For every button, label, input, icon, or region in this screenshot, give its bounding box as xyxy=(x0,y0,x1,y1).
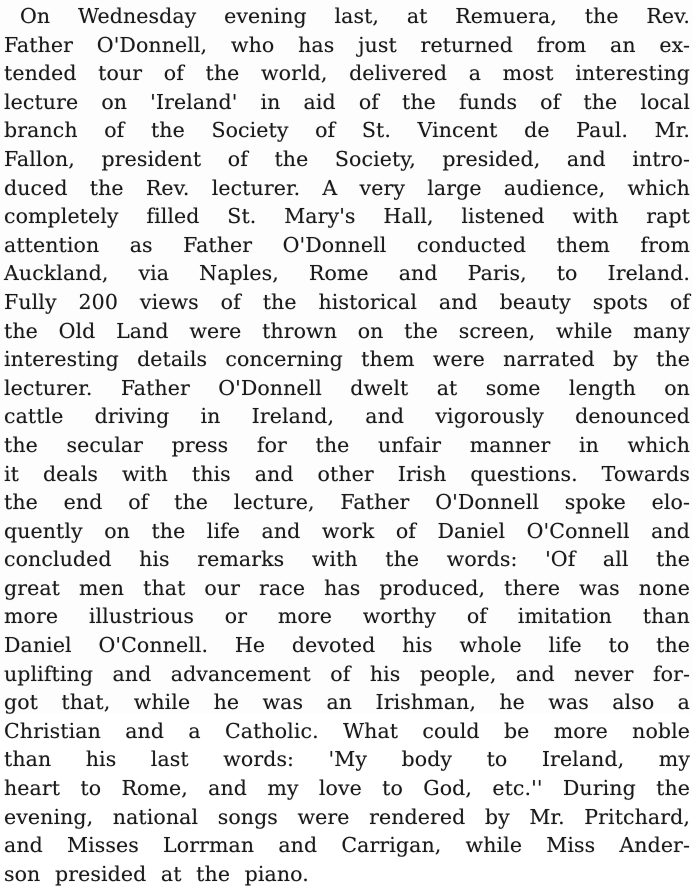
article-line: concluded his remarks with the words: 'Of all the xyxy=(4,547,690,572)
article-line: completely filled St. Mary's Hall, listened with rapt xyxy=(4,204,690,229)
article-line: lecture on 'Ireland' in aid of the funds of the local xyxy=(4,89,690,114)
article-line: and Misses Lorrman and Carrigan, while Miss Ander- xyxy=(4,833,690,858)
article-line: Fallon, president of the Society, presided, and intro- xyxy=(4,146,690,171)
article-line: quently on the life and work of Daniel O'Connell and xyxy=(4,518,690,543)
article-line: great men that our race has produced, there was none xyxy=(4,575,690,600)
article-line: the Old Land were thrown on the screen, while many xyxy=(4,318,690,343)
article-column xyxy=(4,2,690,888)
article-line: Father O'Donnell, who has just returned from an ex- xyxy=(4,32,690,57)
article-line: evening, national songs were rendered by Mr. Pritchard, xyxy=(4,804,690,829)
article-line: tended tour of the world, delivered a most interesting xyxy=(4,61,690,86)
article-line: uplifting and advancement of his people, and never for- xyxy=(4,661,690,686)
article-line: the end of the lecture, Father O'Donnell spoke elo- xyxy=(4,490,690,515)
article-line: branch of the Society of St. Vincent de Paul. Mr. xyxy=(4,118,690,143)
article-line: duced the Rev. lecturer. A very large audience, which xyxy=(4,175,690,200)
article-line: Auckland, via Naples, Rome and Paris, to Ireland. xyxy=(4,261,690,286)
article-line: Fully 200 views of the historical and beauty spots of xyxy=(4,289,690,314)
article-line: interesting details concerning them were narrated by the xyxy=(4,347,690,372)
article-line: heart to Rome, and my love to God, etc.'' During the xyxy=(4,776,690,801)
article-line: the secular press for the unfair manner in which xyxy=(4,432,690,457)
article-line: more illustrious or more worthy of imitation than xyxy=(4,604,690,629)
article-line: lecturer. Father O'Donnell dwelt at some length on xyxy=(4,375,690,400)
article-line: attention as Father O'Donnell conducted them from xyxy=(4,232,690,257)
article-line: than his last words: 'My body to Ireland, my xyxy=(4,747,690,772)
article-line: Daniel O'Connell. He devoted his whole life to the xyxy=(4,633,690,658)
article-line: son presided at the piano. xyxy=(4,861,309,886)
article-line: it deals with this and other Irish questions. Towards xyxy=(4,461,690,486)
article-line: Christian and a Catholic. What could be more noble xyxy=(4,718,690,743)
article-line: cattle driving in Ireland, and vigorously denounced xyxy=(4,404,690,429)
article-line: On Wednesday evening last, at Remuera, the Rev. xyxy=(20,4,690,28)
article-line: got that, while he was an Irishman, he was also a xyxy=(4,690,690,715)
